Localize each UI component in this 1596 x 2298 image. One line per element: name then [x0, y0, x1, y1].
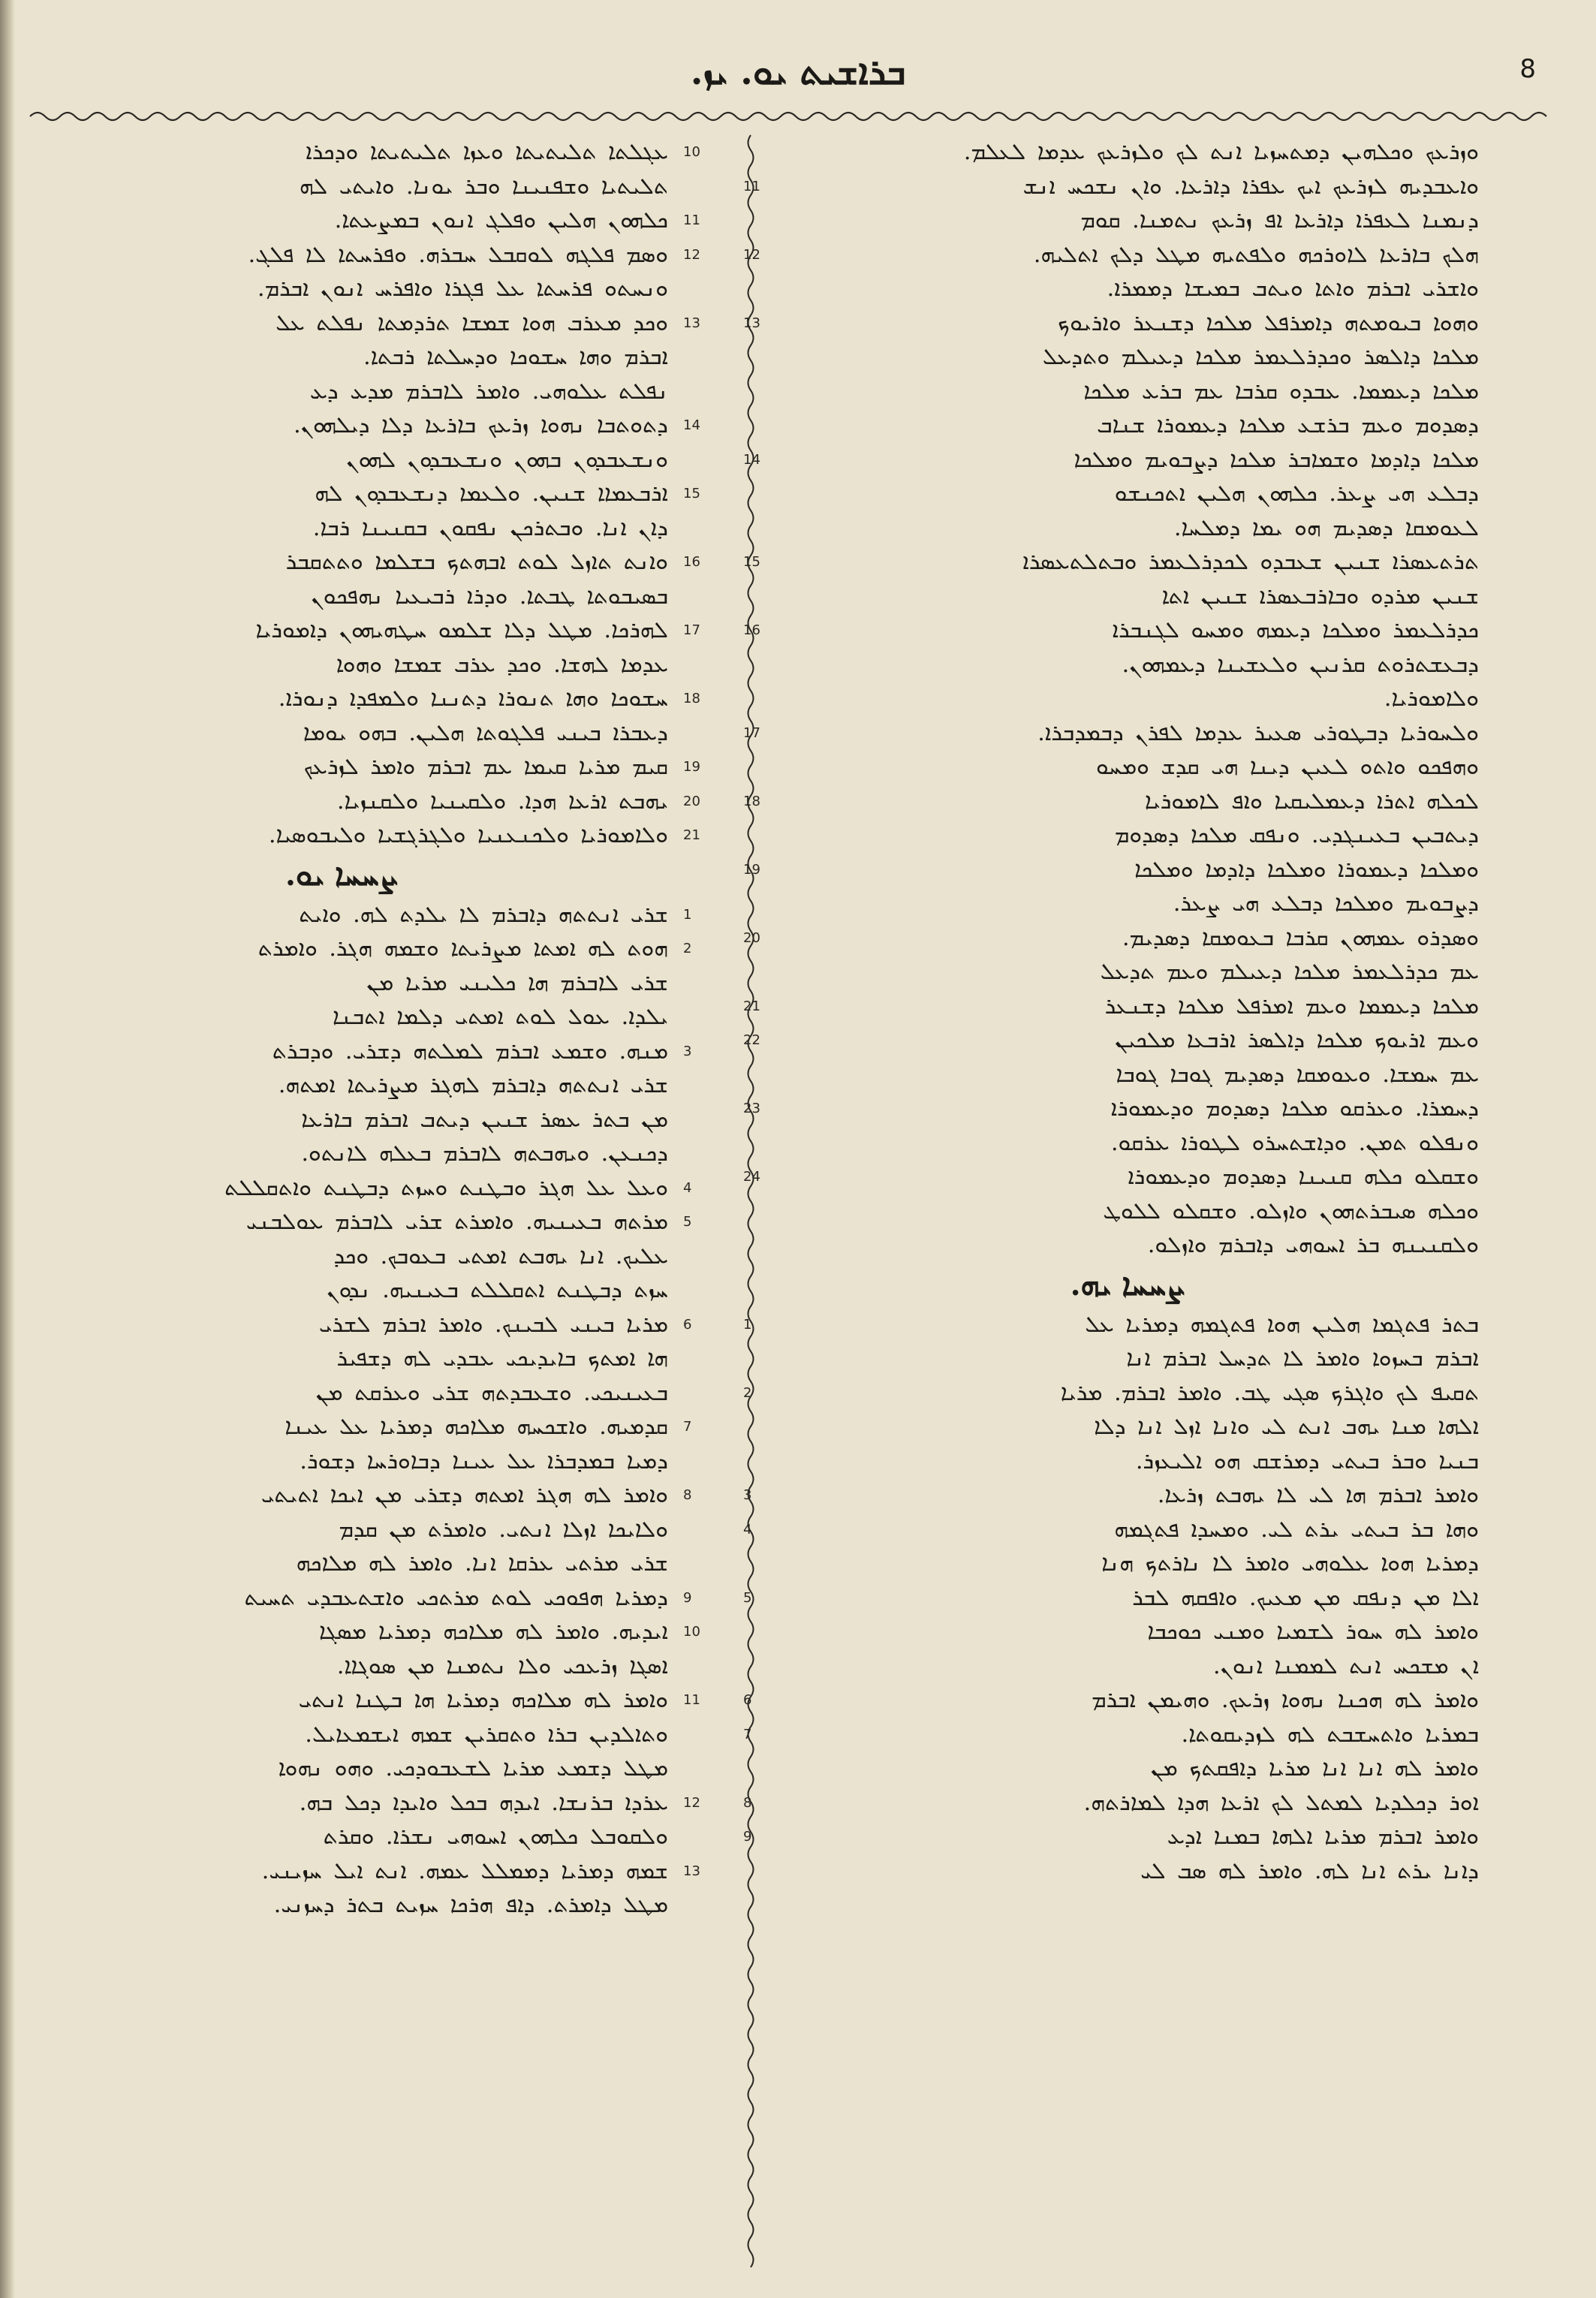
verse-text: ܐܒܪܡ ܒܚܙܘܐ ܘܐܡܪ ܠܐ ܬܕܚܠ ܐܒܪܡ ܐܢܐ	[1126, 1345, 1479, 1372]
verse-text: ܚܫܘܟܐ ܘܗܐ ܬܢܘܪܐ ܕܬܢܢܐ ܘܠܡܦܕܐ ܕܢܘܪܐ.	[278, 685, 668, 712]
text-line	[776, 1615, 1479, 1649]
text-line	[776, 818, 1479, 853]
text-line	[15, 1376, 668, 1411]
verse-text: ܒܢܝܐ ܘܒܪ ܒܝܬܝ ܕܡܪܫܩ ܗܘ ܐܠܝܥܙܪ.	[1135, 1447, 1479, 1474]
verse-text: ܝܗܒܬ ܐܪܥܐ ܗܕܐ. ܘܠܩܝܢܝܐ ܘܠܩܢܙܝܐ.	[336, 788, 668, 815]
verse-text: ܐܘܪ ܕܟܠܕܝܐ ܠܡܬܠ ܠܟ ܐܪܥܐ ܗܕܐ ܠܡܐܪܬܗ.	[1083, 1789, 1479, 1816]
text-line	[743, 613, 1479, 648]
verse-text: ܘܣܡ ܦܠܓܗ ܠܘܩܒܠ ܚܒܪܗ. ܘܦܪܚܬܐ ܠܐ ܦܠܓ.	[248, 241, 668, 268]
verse-text: ܘܠܐܝܟܐ ܐܙܠܐ ܐܢܬܝ. ܘܐܡܪܬ ܡܢ ܩܕܡ	[339, 1516, 668, 1543]
text-line	[15, 1478, 692, 1513]
verse-number: 16	[683, 554, 700, 570]
text-line	[15, 477, 700, 511]
text-line	[15, 648, 668, 682]
verse-text: ܕܨܒܘܝܡ ܘܡܠܟܐ ܕܒܠܥ ܗܝ ܨܥܪ.	[1173, 890, 1479, 917]
text-line	[743, 1718, 1479, 1752]
verse-text: ܗܘܬ ܠܗ ܐܡܬܐ ܡܨܪܝܬܐ ܘܫܡܗ ܗܓܪ. ܘܐܡܪܬ	[257, 935, 668, 962]
verse-text: ܗܐ ܐܡܬܟ ܒܐܝܕܝܟܝ ܥܒܕܝ ܠܗ ܕܫܦܝܪ	[336, 1345, 668, 1372]
verse-number: 17	[683, 622, 700, 638]
text-line	[15, 1444, 668, 1479]
verse-number: 8	[683, 1487, 692, 1503]
verse-text: ܘܢܚܬܘ ܦܪܚܬܐ ܥܠ ܦܓܪܐ ܘܐܦܪܚ ܐܢܘܢ ܐܒܪܡ.	[257, 276, 668, 302]
verse-text: ܘܗܦܟܘ ܘܐܬܘ ܠܥܝܢ ܕܝܢܐ ܗܝ ܩܕܫ ܘܡܚܘ	[1096, 754, 1479, 780]
verse-text: ܘܡܠܟܐ ܕܥܡܘܪܐ ܘܡܠܟܐ ܕܐܕܡܐ ܘܡܠܟܐ	[1134, 856, 1479, 883]
text-line	[776, 408, 1479, 443]
verse-text: ܟܠܗܘܢ ܗܠܝܢ ܘܦܠܓ ܐܢܘܢ ܒܡܨܥܬܐ.	[334, 207, 668, 233]
verse-number: 1	[683, 906, 692, 923]
text-line	[776, 203, 1479, 238]
text-line	[776, 1410, 1479, 1444]
verse-text: ܡܛܠ ܕܐܡܪܬ. ܕܐܦ ܗܪܟܐ ܚܙܝܬ ܒܬܪ ܕܚܙܢܝ.	[273, 1892, 668, 1918]
verse-number: 22	[743, 1032, 760, 1048]
verse-text: ܕܟܢܥܢ. ܘܝܗܒܬܗ ܠܐܒܪܡ ܒܥܠܗ ܠܐܢܬܘ.	[301, 1140, 668, 1167]
text-line	[15, 1239, 668, 1274]
text-line	[15, 1820, 668, 1854]
verse-number: 5	[683, 1214, 692, 1230]
right-column	[743, 135, 1479, 2260]
verse-number: 18	[683, 691, 700, 706]
verse-text: ܗܠܟ ܒܐܪܥܐ ܠܐܘܪܟܗ ܘܠܦܬܝܗ ܡܛܠ ܕܠܟ ܐܬܠܝܗ.	[1033, 241, 1479, 268]
verse-number: 11	[683, 1692, 700, 1708]
verse-text: ܘܠܐܡܘܪܝܐ ܘܠܟܢܥܢܝܐ ܘܠܓܪܓܫܝܐ ܘܠܝܒܘܣܝܐ.	[268, 822, 668, 848]
text-line	[15, 1854, 700, 1889]
verse-number: 15	[683, 486, 700, 501]
text-line	[743, 545, 1479, 580]
verse-number: 9	[743, 1829, 752, 1845]
chapter-heading-right: ܨܚܚܐ ܝܗ.	[1070, 1266, 1185, 1303]
verse-text: ܘܢܫܥܒܕܘܢ ܒܗܘܢ ܘܢܫܥܒܕܘܢ ܠܗܘܢ	[346, 446, 668, 473]
verse-text: ܬܠܝܬܝܐ ܘܫܦܢܝܢܐ ܘܒܪ ܝܘܢܐ. ܘܐܝܬܝ ܠܗ	[299, 173, 668, 200]
verse-text: ܩܝܡ ܡܪܝܐ ܩܝܡܐ ܥܡ ܐܒܪܡ ܘܐܡܪ ܠܙܪܥܟ	[303, 754, 668, 780]
verse-text: ܡܠܟܐ ܕܥܡܡܐ ܘܥܡ ܐܡܪܦܠ ܡܠܟܐ ܕܫܢܥܪ	[1104, 992, 1479, 1019]
text-line	[15, 1683, 700, 1718]
verse-number: 2	[683, 941, 692, 956]
text-line	[776, 1649, 1479, 1684]
verse-text: ܡܢܗ. ܘܫܡܥ ܐܒܪܡ ܠܡܠܬܗ ܕܫܪܝ. ܘܕܒܪܬ	[272, 1038, 668, 1065]
text-line	[776, 272, 1479, 306]
verse-number: 1	[743, 1316, 752, 1333]
verse-text: ܒܡܪܝܐ ܘܐܬܚܫܒܬ ܠܗ ܠܙܕܝܩܘܬܐ.	[1181, 1721, 1479, 1748]
text-line	[776, 477, 1479, 511]
verse-number: 7	[683, 1419, 692, 1435]
verse-text: ܘܣܕܪܘ ܥܡܗܘܢ ܩܪܒܐ ܒܥܘܡܩܐ ܕܣܕܝܡ.	[1122, 924, 1479, 951]
running-head: ܒܪܐܫܝܬ ܝܘ. ܝܙ.	[690, 51, 906, 93]
text-line	[15, 1547, 668, 1581]
verse-text: ܥܪܕܐ ܒܪܢܫܐ. ܐܝܕܗ ܒܟܠ ܘܐܝܕܐ ܕܟܠ ܒܗ.	[299, 1789, 668, 1816]
verse-text: ܘܬܐܠܕܝܢ ܒܪܐ ܘܬܩܪܝܢ ܫܡܗ ܐܝܫܡܥܐܝܠ.	[305, 1721, 668, 1748]
verse-text: ܘܐܡܪ ܠܗ ܚܘܪ ܠܫܡܝܐ ܘܡܢܝ ܟܘܟܒܐ	[1147, 1619, 1479, 1645]
verse-text: ܘܐܡܪ ܐܒܪܡ ܡܪܝܐ ܐܠܗܐ ܒܡܢܐ ܐܕܥ	[1167, 1824, 1479, 1850]
text-line	[743, 716, 1479, 751]
verse-text: ܐܠܗܐ ܡܢܐ ܝܗܒ ܐܢܬ ܠܝ ܘܐܢܐ ܐܙܠ ܐܢܐ ܕܠܐ	[1094, 1414, 1479, 1440]
text-line	[743, 1683, 1479, 1718]
text-line	[15, 135, 700, 170]
verse-number: 7	[743, 1726, 752, 1742]
verse-text: ܕܡܪܝܐ ܗܦܘܟܝ ܠܘܬ ܡܪܬܟܝ ܘܐܫܬܥܒܕܝ ܬܚܝܬ	[244, 1584, 668, 1611]
verse-text: ܥܓܠܬܐ ܬܠܝܬܝܬܐ ܘܥܙܐ ܬܠܝܬܝܬܐ ܘܕܟܪܐ	[306, 139, 668, 165]
verse-text: ܘܥܡ ܐܪܝܘܟ ܡܠܟܐ ܕܐܠܣܪ ܐܪܒܥܐ ܡܠܟܝܢ	[1115, 1027, 1479, 1053]
text-line	[743, 1092, 1479, 1126]
text-line	[743, 170, 1479, 204]
text-line	[15, 272, 668, 306]
text-line	[15, 203, 700, 238]
text-line	[15, 580, 668, 614]
text-line	[15, 716, 668, 751]
verse-number: 6	[683, 1316, 692, 1333]
text-line	[15, 1581, 692, 1616]
verse-number: 14	[743, 451, 760, 468]
verse-text: ܬܩܝܦ ܠܟ ܘܐܓܪܟ ܣܓܝ ܛܒ. ܘܐܡܪ ܐܒܪܡ. ܡܪܝܐ	[1060, 1379, 1479, 1406]
verse-number: 9	[683, 1589, 692, 1606]
text-line	[743, 1160, 1479, 1194]
verse-text: ܘܟܕ ܡܥܪܒ ܗܘܐ ܫܡܫܐ ܬܪܕܡܬܐ ܢܦܠܬ ܥܠ	[276, 309, 668, 336]
text-line	[15, 785, 700, 819]
verse-text: ܕܡܝܐ ܒܡܕܒܪܐ ܥܠ ܥܝܢܐ ܕܒܐܘܪܚܐ ܕܫܘܪ.	[300, 1447, 668, 1474]
text-line	[743, 989, 1479, 1024]
text-line	[15, 682, 700, 716]
text-line	[743, 1513, 1479, 1547]
verse-text: ܐܝܕܝܗ. ܘܐܡܪ ܠܗ ܡܠܐܟܗ ܕܡܪܝܐ ܡܣܓܐ	[318, 1619, 668, 1645]
verse-number: 16	[743, 622, 760, 638]
verse-text: ܡܪܬܗ ܒܥܝܢܝܗ. ܘܐܡܪܬ ܫܪܝ ܠܐܒܪܡ ܥܘܠܒܢܝ	[245, 1209, 668, 1235]
verse-number: 18	[743, 793, 760, 809]
verse-number: 13	[683, 1863, 700, 1879]
text-line	[15, 238, 700, 273]
text-line	[743, 1308, 1479, 1342]
text-line	[15, 306, 700, 341]
text-line	[15, 1751, 668, 1786]
text-line	[15, 1649, 668, 1684]
verse-text: ܘܠܐܡܘܪܝܐ.	[1384, 685, 1479, 712]
verse-text: ܡܪܝܐ ܒܝܢܝ ܠܒܝܢܟ. ܘܐܡܪ ܐܒܪܡ ܠܫܪܝ	[318, 1311, 668, 1338]
text-line	[15, 511, 668, 546]
text-line	[776, 1854, 1479, 1889]
text-line	[776, 580, 1479, 614]
verse-text: ܘܠܚܘܪܝܐ ܕܒܛܘܪܝ ܣܥܝܪ ܥܕܡܐ ܠܦܪܢ ܕܒܡܕܒܪܐ.	[1037, 719, 1479, 746]
verse-text: ܫܪܝ ܐܢܬܬܗ ܕܐܒܪܡ ܠܐ ܝܠܕܬ ܠܗ. ܘܐܝܬ	[299, 901, 668, 928]
verse-text: ܘܟܠܗ ܣܝܒܪܬܗܘܢ ܘܐܙܠܘ. ܘܫܩܠܘ ܠܠܘܛ	[1103, 1197, 1479, 1224]
verse-number: 2	[743, 1384, 752, 1401]
verse-text: ܥܠܝܟ. ܐܢܐ ܝܗܒܬ ܐܡܬܝ ܒܥܘܒܟ. ܘܟܕ	[333, 1242, 668, 1269]
verse-number: 23	[743, 1101, 760, 1116]
verse-text: ܕܒܥܫܬܪܘܬ ܩܪܢܝܢ ܘܠܥܫܝܢܐ ܕܥܡܗܘܢ.	[1122, 651, 1479, 678]
verse-text: ܘܥܠ ܥܠ ܗܓܪ ܘܒܛܢܬ ܘܚܙܬ ܕܒܛܢܬ ܘܐܬܩܠܠܬ	[224, 1174, 668, 1201]
text-line	[776, 375, 1479, 409]
text-line	[743, 238, 1479, 273]
verse-number: 3	[683, 1043, 692, 1059]
text-line	[776, 1751, 1479, 1786]
verse-text: ܘܐܡܪ ܠܗ ܗܟܢܐ ܢܗܘܐ ܙܪܥܟ. ܘܗܝܡܢ ܐܒܪܡ	[1092, 1687, 1479, 1713]
verse-number: 11	[743, 178, 760, 194]
verse-text: ܕܡܪܝܐ ܗܘܐ ܥܠܘܗܝ ܘܐܡܪ ܠܐ ܢܐܪܬܟ ܗܢܐ	[1101, 1550, 1479, 1577]
verse-text: ܒܣܝܒܘܬܐ ܛܒܬܐ. ܘܕܪܐ ܪܒܝܥܝܐ ܢܗܦܟܘܢ	[311, 583, 668, 610]
verse-text: ܡܠܟܐ ܕܐܕܡܐ ܘܫܡܐܒܪ ܡܠܟܐ ܕܨܒܘܝܡ ܘܡܠܟܐ	[1074, 446, 1479, 473]
right-column-text	[743, 135, 1479, 1263]
page-header	[30, 45, 1566, 98]
text-line	[743, 1023, 1479, 1058]
verse-text: ܘܢܦܠܘ ܬܡܢ. ܘܕܐܫܬܚܪܘ ܠܛܘܪܐ ܥܪܩܘ.	[1110, 1129, 1479, 1156]
verse-text: ܫܢܝܢ ܡܪܕܘ ܘܒܐܪܒܥܣܪܐ ܫܢܝܢ ܐܬܐ	[1161, 583, 1479, 610]
left-column	[15, 135, 736, 2260]
text-line	[15, 1103, 668, 1137]
text-line	[15, 1786, 700, 1821]
verse-number: 4	[683, 1179, 692, 1196]
verse-text: ܥܕܡܐ ܠܗܫܐ. ܘܟܕ ܥܪܒ ܫܡܫܐ ܘܗܘܐ	[336, 651, 668, 678]
verse-number: 4	[743, 1521, 752, 1538]
verse-number: 13	[743, 315, 760, 331]
verse-text: ܘܐܡܪ ܠܗ ܡܠܐܟܗ ܕܡܪܝܐ ܗܐ ܒܛܢܐ ܐܢܬܝ	[298, 1687, 668, 1713]
text-line	[776, 1342, 1479, 1376]
verse-text: ܢܦܠܬ ܥܠܘܗܝ. ܘܐܡܪ ܠܐܒܪܡ ܡܕܥ ܕܥ	[309, 378, 668, 405]
text-line	[15, 613, 700, 648]
text-line	[743, 921, 1479, 956]
verse-text: ܥܡ ܟܕܪܠܥܡܪ ܡܠܟܐ ܕܥܝܠܡ ܘܥܡ ܬܕܥܠ	[1100, 959, 1479, 985]
text-line	[15, 1000, 668, 1035]
verse-text: ܘܐܡܪ ܠܗ ܗܓܪ ܐܡܬܗ ܕܫܪܝ ܡܢ ܐܝܟܐ ܐܬܝܬܝ	[260, 1482, 668, 1508]
verse-text: ܕܣܕܘܡ ܘܥܡ ܒܪܫܥ ܡܠܟܐ ܕܥܡܘܪܐ ܫܢܐܒ	[1097, 412, 1479, 438]
verse-text: ܕܐܢܐ ܝܪܬ ܐܢܐ ܠܗ. ܘܐܡܪ ܠܗ ܣܒ ܠܝ	[1140, 1857, 1479, 1884]
text-line	[15, 1035, 692, 1069]
verse-text: ܐܒܪܡ ܘܗܐ ܚܫܘܟܐ ܘܕܚܠܬܐ ܪܒܬܐ.	[363, 344, 668, 370]
verse-text: ܘܫܩܠܘ ܟܠܗ ܩܢܝܢܐ ܕܣܕܘܡ ܘܕܥܡܘܪܐ	[1128, 1164, 1479, 1190]
text-line	[15, 1308, 692, 1342]
verse-number: 11	[683, 212, 700, 228]
verse-number: 6	[743, 1692, 752, 1708]
text-line	[743, 1478, 1479, 1513]
verse-text: ܕܚܡܪܐ. ܘܥܪܩܘ ܡܠܟܐ ܕܣܕܘܡ ܘܕܥܡܘܪܐ	[1110, 1095, 1479, 1122]
verse-number: 14	[683, 417, 700, 433]
verse-text: ܘܐܡܪ ܐܒܪܡ ܗܐ ܠܝ ܠܐ ܝܗܒܬ ܙܪܥܐ.	[1157, 1482, 1479, 1508]
verse-number: 12	[683, 246, 700, 263]
verse-number: 17	[743, 724, 760, 741]
verse-number: 10	[683, 144, 700, 160]
verse-number: 12	[683, 1794, 700, 1811]
text-line	[743, 1581, 1479, 1616]
text-line	[15, 1513, 668, 1547]
text-line	[776, 1228, 1479, 1263]
verse-text: ܫܡܗ ܕܡܪܝܐ ܕܡܡܠܠ ܥܡܗ. ܐܢܬ ܐܝܠ ܚܙܝܢܝ.	[261, 1857, 668, 1884]
verse-text: ܘܗܐ ܒܪ ܒܝܬܝ ܝܪܬ ܠܝ. ܘܡܚܕܐ ܦܬܓܡܗ	[1114, 1516, 1479, 1543]
text-line	[15, 1718, 668, 1752]
text-line	[15, 340, 668, 375]
text-line	[15, 443, 668, 477]
verse-text: ܘܠܩܢܝܢܗ ܒܪ ܐܚܘܗܝ ܕܐܒܪܡ ܘܐܙܠܘ.	[1147, 1232, 1479, 1258]
text-line	[15, 1171, 692, 1206]
verse-text: ܘܐܡܪ ܠܗ ܐܢܐ ܐܢܐ ܡܪܝܐ ܕܐܦܩܬܟ ܡܢ	[1150, 1755, 1479, 1781]
text-line	[743, 785, 1479, 819]
text-line	[776, 955, 1479, 989]
text-line	[15, 966, 668, 1001]
text-line	[15, 818, 700, 853]
verse-text: ܡܢ ܒܬܪ ܥܣܪ ܫܢܝܢ ܕܝܬܒ ܐܒܪܡ ܒܐܪܥܐ	[301, 1106, 668, 1133]
verse-text: ܚܙܬ ܕܒܛܢܬ ܐܬܩܠܠܬ ܒܥܝܢܝܗ. ܢܕܘܢ	[327, 1277, 668, 1303]
verse-text: ܡܛܠ ܕܫܡܥ ܡܪܝܐ ܠܫܥܒܘܕܟܝ. ܘܗܘ ܢܗܘܐ	[278, 1755, 668, 1781]
column-divider-wavy	[743, 135, 758, 2260]
text-line	[776, 340, 1479, 375]
verse-text: ܟܕܪܠܥܡܪ ܘܡܠܟܐ ܕܥܡܗ ܘܡܚܘ ܠܓܢܒܪܐ	[1112, 617, 1479, 643]
verse-text: ܠܟܠܗ ܐܬܪܐ ܕܥܡܠܝܩܝܐ ܘܐܦ ܠܐܡܘܪܝܐ	[1144, 788, 1479, 815]
text-line	[15, 932, 692, 966]
verse-text: ܐܢ ܡܫܟܚ ܐܢܬ ܠܡܡܢܐ ܐܢܘܢ.	[1213, 1652, 1479, 1679]
text-line	[15, 750, 700, 785]
verse-number: 3	[743, 1487, 752, 1503]
text-line	[743, 1820, 1479, 1854]
verse-text: ܕܝܬܒܝܢ ܒܥܝܢܓܕܝ. ܘܢܦܩ ܡܠܟܐ ܕܣܕܘܡ	[1114, 822, 1479, 848]
verse-text: ܠܗܪܟܐ. ܡܛܠ ܕܠܐ ܫܠܡܘ ܚܛܗܝܗܘܢ ܕܐܡܘܪܝܐ	[255, 617, 668, 643]
verse-number: 24	[743, 1169, 760, 1185]
verse-text: ܐܠܐ ܡܢ ܕܢܦܩ ܡܢ ܡܥܝܟ. ܘܐܦܩܗ ܠܒܪ	[1132, 1584, 1479, 1611]
text-line	[15, 1273, 668, 1308]
verse-text: ܥܡ ܚܡܫܐ. ܘܥܘܡܩܐ ܕܣܕܝܡ ܓܘܒܐ ܓܘܒܐ	[1116, 1061, 1479, 1088]
decorative-wavy-rule	[30, 105, 1531, 128]
verse-text: ܡܠܟܐ ܕܥܡܡܐ. ܥܒܕܘ ܩܪܒܐ ܥܡ ܒܪܥ ܡܠܟܐ	[1083, 378, 1479, 405]
verse-number: 15	[743, 554, 760, 570]
verse-text: ܡܠܟܐ ܕܐܠܣܪ ܘܟܕܪܠܥܡܪ ܡܠܟܐ ܕܥܝܠܡ ܘܬܕܥܠ	[1042, 344, 1479, 370]
verse-text: ܫܪܝ ܠܐܒܪܡ ܗܐ ܟܠܝܢܝ ܡܪܝܐ ܡܢ	[366, 969, 668, 996]
right-column-text-after	[743, 1308, 1479, 1889]
text-line	[15, 408, 700, 443]
text-line	[743, 853, 1479, 887]
text-line	[15, 545, 700, 580]
verse-text: ܕܢܡܢܐ ܠܥܦܪܐ ܕܐܪܥܐ ܐܦ ܙܪܥܟ ܢܬܡܢܐ. ܩܘܡ	[1080, 207, 1479, 233]
text-line	[15, 375, 668, 409]
verse-number: 8	[743, 1794, 752, 1811]
text-line	[776, 1058, 1479, 1092]
verse-text: ܩܕܡܝܗ. ܘܐܫܟܚܗ ܡܠܐܟܗ ܕܡܪܝܐ ܥܠ ܥܝܢܐ	[285, 1414, 668, 1440]
text-line	[15, 1342, 668, 1376]
text-line	[776, 1547, 1479, 1581]
text-line	[776, 1194, 1479, 1229]
verse-text: ܘܗܘܐ ܒܝܘܡܬܗ ܕܐܡܪܦܠ ܡܠܟܐ ܕܫܢܥܪ ܘܐܪܝܘܟ	[1058, 309, 1479, 336]
text-line	[743, 306, 1479, 341]
verse-number: 19	[743, 861, 760, 878]
page-binding-edge	[0, 0, 15, 2298]
verse-text: ܫܪܝ ܡܪܬܝ ܥܪܩܐ ܐܢܐ. ܘܐܡܪ ܠܗ ܡܠܐܟܗ	[296, 1550, 668, 1577]
verse-number: 19	[683, 759, 700, 775]
text-line	[776, 682, 1479, 716]
text-line	[15, 1205, 692, 1239]
text-line	[776, 1126, 1479, 1161]
text-line	[776, 135, 1479, 170]
text-line	[743, 1786, 1479, 1821]
verse-text: ܕܐܢ ܐܢܐ. ܘܒܬܪܟܢ ܢܦܩܘܢ ܒܩܢܝܢܐ ܪܒܐ.	[312, 514, 668, 541]
page-number: 8	[1519, 54, 1536, 84]
verse-text: ܘܐܥܒܕܝܗ ܠܙܪܥܟ ܐܝܟ ܥܦܪܐ ܕܐܪܥܐ. ܘܐܢ ܢܫܟܚ ܐܢܫ	[1022, 173, 1479, 200]
text-line	[15, 1410, 692, 1444]
verse-text: ܘܙܪܥܟ ܘܟܠܗܝܢ ܕܡܬܚܙܝܐ ܐܢܬ ܠܟ ܘܠܙܪܥܟ ܥܕܡܐ ܠܥܠܡ.	[963, 139, 1479, 165]
verse-number: 20	[683, 793, 700, 809]
verse-text: ܕܒܠܥ ܗܝ ܨܥܪ. ܟܠܗܘܢ ܗܠܝܢ ܐܬܟܢܫܘ	[1114, 480, 1479, 507]
verse-text: ܕܥܒܪܐ ܒܝܢܝ ܦܠܓܘܬܐ ܗܠܝܢ. ܒܗܘ ܝܘܡܐ	[303, 719, 668, 746]
left-column-text	[15, 135, 736, 853]
verse-number: 10	[683, 1624, 700, 1640]
verse-number: 21	[683, 827, 700, 843]
verse-text: ܫܪܝ ܐܢܬܬܗ ܕܐܒܪܡ ܠܗܓܪ ܡܨܪܝܬܐ ܐܡܬܗ.	[278, 1072, 668, 1098]
verse-number: 12	[743, 246, 760, 263]
verse-text: ܘܐܫܪܝ ܐܒܪܡ ܘܐܬܐ ܘܝܬܒ ܒܡܝܫܐ ܕܡܡܪܐ.	[1107, 276, 1479, 302]
verse-text: ܬܪܬܥܣܪܐ ܫܢܝܢ ܫܥܒܕܘ ܠܟܕܪܠܥܡܪ ܘܒܬܠܬܥܣܪܐ	[1022, 549, 1479, 575]
text-line	[776, 648, 1479, 682]
verse-number: 5	[743, 1589, 752, 1606]
verse-text: ܐܪܒܥܡܐܐ ܫܢܝܢ. ܘܠܥܡܐ ܕܢܫܥܒܕܘܢ ܠܗ	[315, 480, 668, 507]
verse-text: ܒܬܪ ܦܬܓܡܐ ܗܠܝܢ ܗܘܐ ܦܬܓܡܗ ܕܡܪܝܐ ܥܠ	[1085, 1311, 1479, 1338]
verse-text: ܘܠܩܘܒܠ ܟܠܗܘܢ ܐܚܘܗܝ ܢܫܪܐ. ܘܩܪܬ	[323, 1824, 668, 1850]
text-line	[15, 1888, 668, 1923]
text-line	[15, 1068, 668, 1103]
verse-number: 20	[743, 929, 760, 946]
text-line	[743, 443, 1479, 477]
text-line	[15, 1137, 668, 1171]
verse-text: ܕܬܘܬܒܐ ܢܗܘܐ ܙܪܥܟ ܒܐܪܥܐ ܕܠܐ ܕܝܠܗܘܢ.	[294, 412, 668, 438]
text-line	[15, 170, 668, 204]
chapter-heading-left: ܨܚܚܐ ܝܘ.	[285, 857, 399, 893]
text-line	[776, 511, 1479, 546]
text-line	[776, 750, 1479, 785]
verse-text: ܒܥܝܢܝܟܝ. ܘܫܥܒܕܬܗ ܫܪܝ ܘܥܪܩܬ ܡܢ	[315, 1379, 668, 1406]
text-line	[15, 898, 692, 932]
verse-text: ܝܠܕܐ. ܥܘܠ ܠܘܬ ܐܡܬܝ ܕܠܡܐ ܐܬܒܢܐ	[332, 1004, 668, 1030]
verse-text: ܘܐܢܬ ܬܐܙܠ ܠܘܬ ܐܒܗܬܟ ܒܫܠܡܐ ܘܬܬܩܒܪ	[285, 549, 668, 575]
verse-text: ܠܥܘܡܩܐ ܕܣܕܝܡ ܗܘ ܝܡܐ ܕܡܠܚܐ.	[1173, 514, 1479, 541]
text-line	[15, 1615, 700, 1649]
verse-text: ܐܣܓܐ ܙܪܥܟܝ ܘܠܐ ܢܬܡܢܐ ܡܢ ܣܘܓܐܐ.	[336, 1652, 668, 1679]
verse-number: 21	[743, 998, 760, 1014]
text-line	[776, 887, 1479, 921]
left-column-text-after	[15, 898, 736, 1923]
text-line	[776, 1444, 1479, 1479]
text-line	[743, 1376, 1479, 1411]
verse-number: 13	[683, 315, 700, 331]
